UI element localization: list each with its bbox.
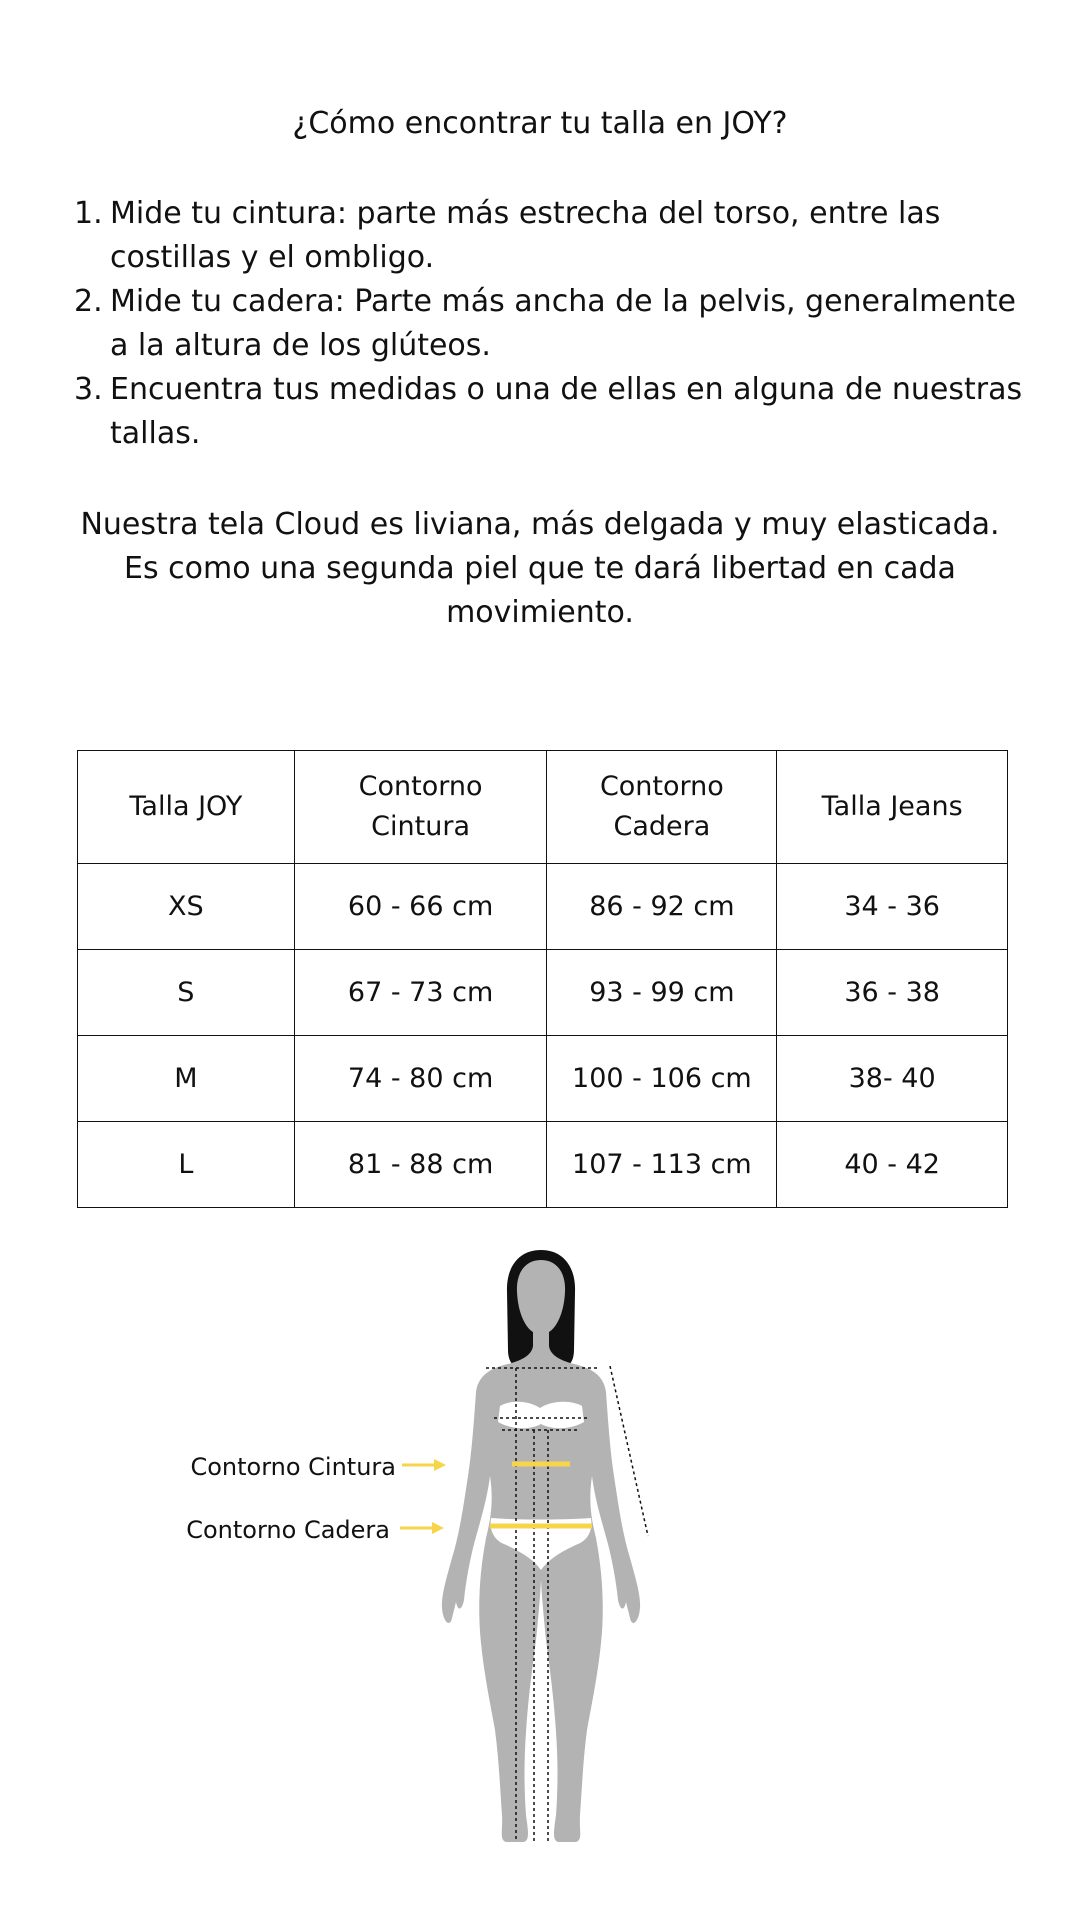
header-waist-text: Contorno Cintura <box>358 771 483 842</box>
instruction-list <box>74 192 1034 456</box>
table-row <box>78 950 1008 1036</box>
cell-waist: 60 - 66 cm <box>294 864 547 950</box>
fabric-description <box>40 503 1040 635</box>
cell-size: L <box>78 1122 295 1208</box>
waist-label: Contorno Cintura <box>190 1453 396 1481</box>
table-row <box>78 864 1008 950</box>
hip-label: Contorno Cadera <box>186 1516 390 1544</box>
step-number: 2. <box>74 284 103 319</box>
cell-hip: 93 - 99 cm <box>547 950 777 1036</box>
cell-hip: 107 - 113 cm <box>547 1122 777 1208</box>
instruction-step <box>74 192 1034 280</box>
cell-waist: 74 - 80 cm <box>294 1036 547 1122</box>
table-row <box>78 1036 1008 1122</box>
cell-waist: 81 - 88 cm <box>294 1122 547 1208</box>
table-header-row <box>78 751 1008 864</box>
cell-size: XS <box>78 864 295 950</box>
waist-arrow-icon <box>402 1459 446 1471</box>
table-row <box>78 1122 1008 1208</box>
hip-arrow-icon <box>400 1522 444 1534</box>
header-waist <box>294 751 547 864</box>
cell-waist: 67 - 73 cm <box>294 950 547 1036</box>
cell-size: S <box>78 950 295 1036</box>
instruction-step <box>74 280 1034 368</box>
cell-jeans: 40 - 42 <box>777 1122 1008 1208</box>
size-table <box>77 750 1008 1208</box>
step-text: Mide tu cadera: Parte más ancha de la pelvis, generalmente a la altura de los glúteos. <box>110 284 1016 363</box>
cell-size: M <box>78 1036 295 1122</box>
cell-hip: 100 - 106 cm <box>547 1036 777 1122</box>
cell-jeans: 38- 40 <box>777 1036 1008 1122</box>
step-text: Encuentra tus medidas o una de ellas en alguna de nuestras tallas. <box>110 372 1023 451</box>
measurement-figure <box>0 1240 1080 1860</box>
body-silhouette-illustration <box>0 1240 1080 1860</box>
cell-jeans: 36 - 38 <box>777 950 1008 1036</box>
fabric-line: Es como una segunda piel que te dará libertad en cada movimiento. <box>124 551 956 630</box>
cell-jeans: 34 - 36 <box>777 864 1008 950</box>
page-title: ¿Cómo encontrar tu talla en JOY? <box>292 106 788 141</box>
header-hip-text: Contorno Cadera <box>599 771 724 842</box>
cell-hip: 86 - 92 cm <box>547 864 777 950</box>
step-number: 1. <box>74 196 103 231</box>
fabric-line: Nuestra tela Cloud es liviana, más delgada y muy elasticada. <box>80 507 1000 542</box>
header-size: Talla JOY <box>78 751 295 864</box>
header-jeans: Talla Jeans <box>777 751 1008 864</box>
step-text: Mide tu cintura: parte más estrecha del torso, entre las costillas y el ombligo. <box>110 196 941 275</box>
instruction-step <box>74 368 1034 456</box>
header-hip <box>547 751 777 864</box>
step-number: 3. <box>74 372 103 407</box>
